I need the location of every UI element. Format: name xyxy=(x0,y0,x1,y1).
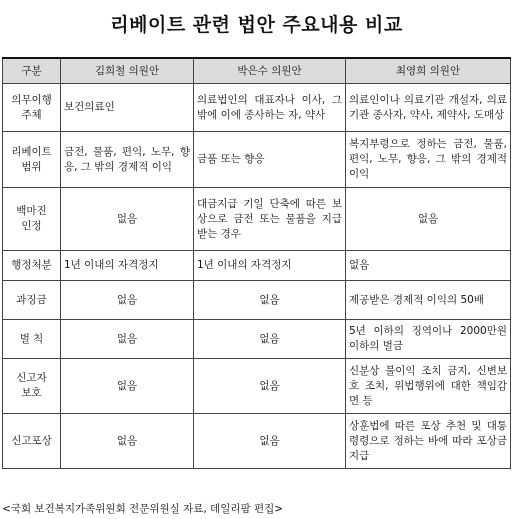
row-category xyxy=(3,84,61,132)
cell-park: 없음 xyxy=(194,359,346,414)
cell-kim: 없음 xyxy=(61,414,194,469)
row-category xyxy=(3,359,61,414)
cell-kim: 1년 이내의 자격정지 xyxy=(61,251,194,281)
cell-choi: 신분상 불이익 조치 금지, 신변보호 조치, 위법행위에 대한 책임감면 등 xyxy=(346,359,511,414)
source-caption: <국회 보건복지가족위원회 전문위원실 자료, 데일리팜 편집> xyxy=(2,503,284,515)
row-category-label: 행정처분 xyxy=(11,259,52,271)
cell-park: 의료법인의 대표자나 이사, 그 밖에 이에 종사하는 자, 약사 xyxy=(194,84,346,132)
table-row xyxy=(3,251,511,281)
row-category xyxy=(3,281,61,320)
row-category-label: 신고포상 xyxy=(11,434,52,447)
cell-kim: 보건의료인 xyxy=(61,84,194,132)
cell-kim: 금전, 물품, 편익, 노무, 향응, 그 밖의 경제적 이익 xyxy=(61,132,194,188)
cell-park: 대금지급 기일 단축에 따른 보상으로 금전 또는 물품을 지급받는 경우 xyxy=(194,188,346,251)
cell-choi: 없음 xyxy=(346,188,511,251)
table-row xyxy=(3,320,511,359)
table-row xyxy=(3,281,511,320)
table-row xyxy=(3,84,511,132)
header-choi-bill: 최영희 의원안 xyxy=(346,58,511,84)
bill-comparison-table xyxy=(2,57,511,469)
row-category xyxy=(3,251,61,281)
table-row xyxy=(3,414,511,469)
header-park-bill: 박은수 의원안 xyxy=(194,58,346,84)
cell-choi: 없음 xyxy=(346,251,511,281)
row-category-label: 신고자 보호 xyxy=(16,372,47,399)
row-category-label: 과징금 xyxy=(16,293,47,306)
cell-park: 없음 xyxy=(194,281,346,320)
row-category-label: 백마진 인정 xyxy=(16,205,47,232)
cell-kim: 없음 xyxy=(61,188,194,251)
cell-choi: 5년 이하의 징역이나 2000만원 이하의 벌금 xyxy=(346,320,511,359)
document-title: 리베이트 관련 법안 주요내용 비교 xyxy=(110,14,403,36)
table-row xyxy=(3,188,511,251)
table-header-row xyxy=(3,58,511,84)
row-category-label: 의무이행 주체 xyxy=(11,93,52,121)
header-category: 구분 xyxy=(3,58,61,84)
row-category xyxy=(3,132,61,188)
cell-park: 없음 xyxy=(194,320,346,359)
cell-park: 1년 이내의 자격정지 xyxy=(194,251,346,281)
table-row xyxy=(3,132,511,188)
header-kim-bill: 김희철 의원안 xyxy=(61,58,194,84)
cell-kim: 없음 xyxy=(61,320,194,359)
row-category-label: 리베이트 범위 xyxy=(11,145,52,173)
table-row xyxy=(3,359,511,414)
cell-kim: 없음 xyxy=(61,359,194,414)
cell-choi: 제공받은 경제적 이익의 50배 xyxy=(346,281,511,320)
cell-choi: 상훈법에 따른 포상 추천 및 대통령령으로 정하는 바에 따라 포상금 지급 xyxy=(346,414,511,469)
cell-park: 없음 xyxy=(194,414,346,469)
cell-kim: 없음 xyxy=(61,281,194,320)
row-category-label: 벌 칙 xyxy=(19,332,44,345)
cell-choi: 복지부령으로 정하는 금전, 물품, 편익, 노무, 향응, 그 밖의 경제적 이익 xyxy=(346,132,511,188)
row-category xyxy=(3,188,61,251)
row-category xyxy=(3,320,61,359)
cell-park: 금품 또는 향응 xyxy=(194,132,346,188)
row-category xyxy=(3,414,61,469)
cell-choi: 의료인이나 의료기관 개설자, 의료기관 종사자, 약사, 제약사, 도매상 xyxy=(346,84,511,132)
